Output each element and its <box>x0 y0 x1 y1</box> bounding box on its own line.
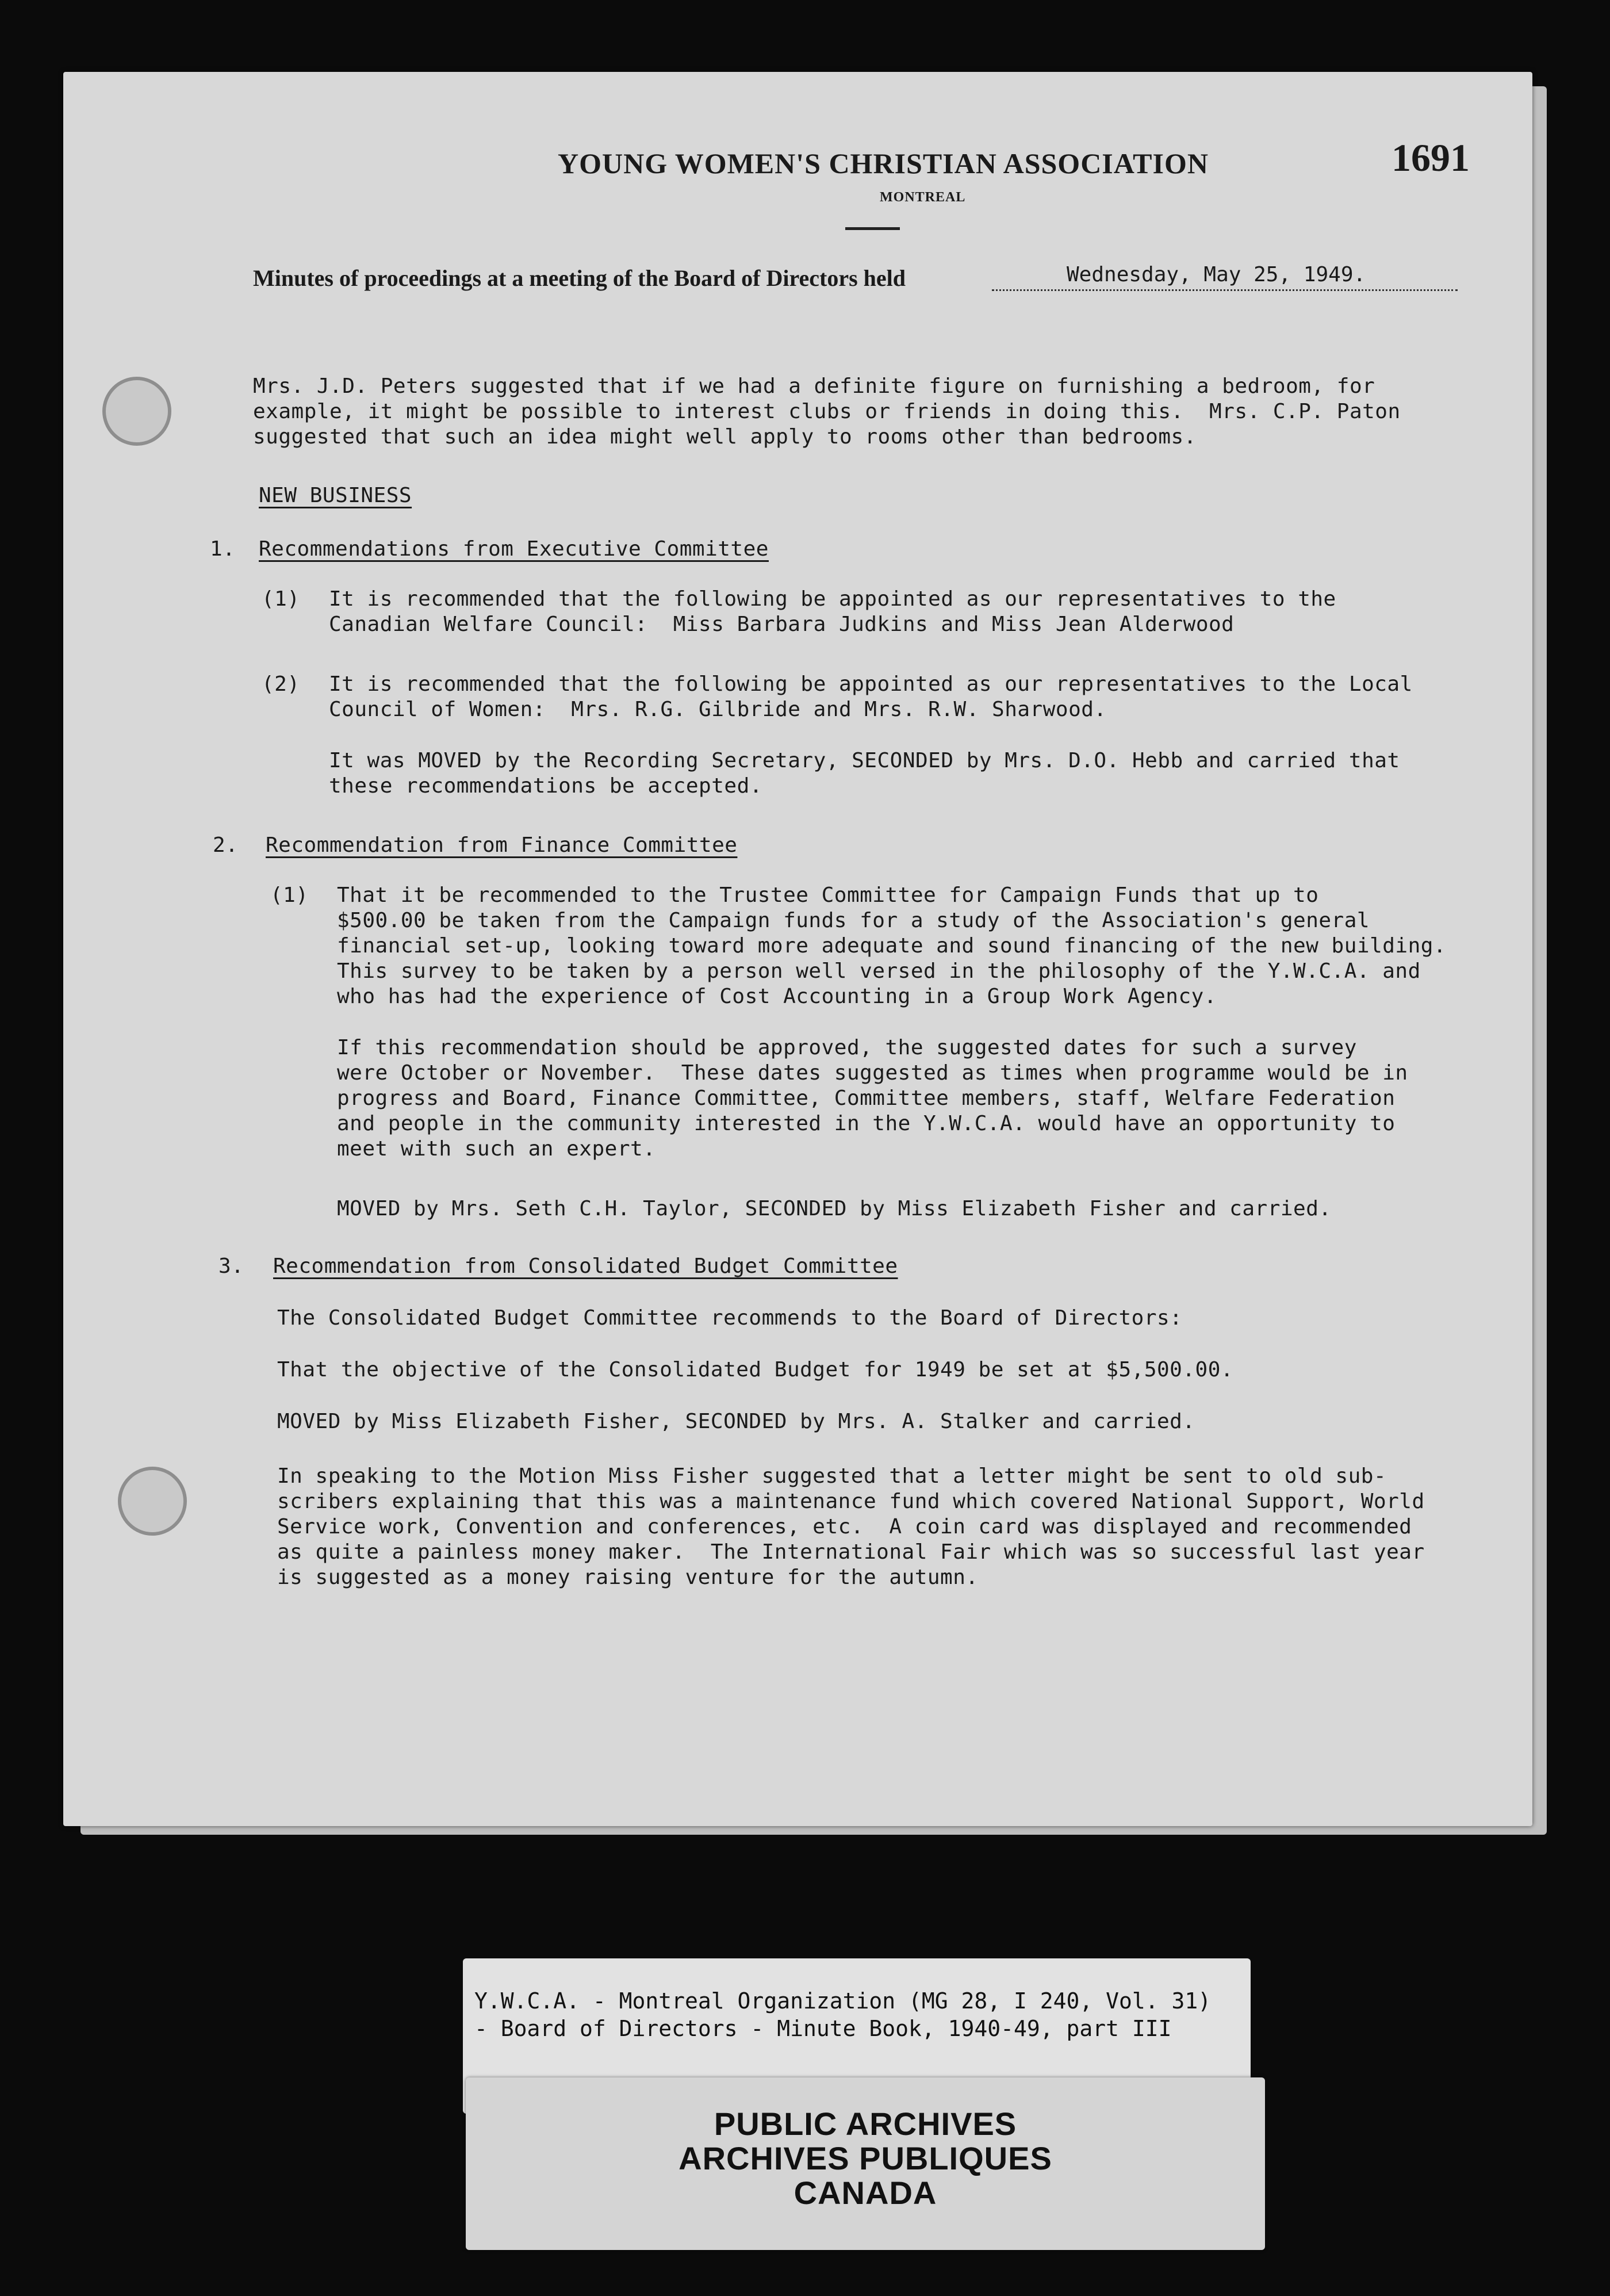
sub-item-number: (1) <box>262 587 300 611</box>
punch-hole-bottom <box>118 1467 187 1536</box>
minutes-dotted-line <box>992 289 1458 291</box>
item-text-line: progress and Board, Finance Committee, Committee members, staff, Welfare Federation <box>337 1086 1396 1110</box>
item-text-line: meet with such an expert. <box>337 1137 656 1161</box>
letterhead-city: MONTREAL <box>880 190 966 205</box>
archive-stamp-line: ARCHIVES PUBLIQUES <box>678 2140 1052 2176</box>
item-text-line: scribers explaining that this was a maintenance fund which covered National Support, World <box>277 1490 1425 1513</box>
item-text-line: is suggested as a money raising venture for the autumn. <box>277 1566 979 1589</box>
item-heading: Recommendation from Consolidated Budget Committee <box>273 1254 898 1278</box>
item-text-line: Council of Women: Mrs. R.G. Gilbride and Mrs. R.W. Sharwood. <box>329 698 1107 721</box>
new-business-heading: NEW BUSINESS <box>259 484 412 507</box>
archive-reference-line: Y.W.C.A. - Montreal Organization (MG 28, I 240, Vol. 31) <box>474 1988 1212 2014</box>
item-text-line: as quite a painless money maker. The International Fair which was so successful last year <box>277 1540 1425 1564</box>
item-text-line: and people in the community interested in the Y.W.C.A. would have an opportunity to <box>337 1112 1396 1135</box>
page-number: 1691 <box>1392 136 1470 179</box>
sub-item-number: (1) <box>270 883 309 907</box>
archive-stamp-line: CANADA <box>793 2175 937 2211</box>
item-text-line: In speaking to the Motion Miss Fisher suggested that a letter might be sent to old sub- <box>277 1464 1387 1488</box>
archive-stamp <box>466 2077 1265 2250</box>
intro-line: Mrs. J.D. Peters suggested that if we had a definite figure on furnishing a bedroom, for <box>253 374 1375 398</box>
item-text-line: Canadian Welfare Council: Miss Barbara Judkins and Miss Jean Alderwood <box>329 613 1235 636</box>
item-text-line: $500.00 be taken from the Campaign funds for a study of the Association's general <box>337 909 1370 932</box>
item-text-line: It is recommended that the following be appointed as our representatives to the Local <box>329 672 1413 696</box>
item-heading: Recommendations from Executive Committee <box>259 537 769 561</box>
motion-line: MOVED by Mrs. Seth C.H. Taylor, SECONDED by Miss Elizabeth Fisher and carried. <box>337 1197 1332 1220</box>
item-heading: Recommendation from Finance Committee <box>266 833 738 857</box>
item-text-line: That it be recommended to the Trustee Committee for Campaign Funds that up to <box>337 883 1319 907</box>
punch-hole-top <box>102 377 171 446</box>
item-text-line: It is recommended that the following be appointed as our representatives to the <box>329 587 1336 611</box>
sub-item-number: (2) <box>262 672 300 696</box>
minutes-page <box>63 72 1532 1826</box>
item-text-line: This survey to be taken by a person well versed in the philosophy of the Y.W.C.A. and <box>337 959 1421 983</box>
item-text-line: That the objective of the Consolidated Budget for 1949 be set at $5,500.00. <box>277 1358 1234 1382</box>
item-number: 1. <box>210 537 236 561</box>
item-text-line: financial set-up, looking toward more adequate and sound financing of the new building. <box>337 934 1447 958</box>
item-number: 3. <box>218 1254 244 1278</box>
motion-line: MOVED by Miss Elizabeth Fisher, SECONDED by Mrs. A. Stalker and carried. <box>277 1410 1195 1433</box>
minutes-heading: Minutes of proceedings at a meeting of the Board of Directors held <box>253 265 906 291</box>
letterhead-rule <box>845 227 900 230</box>
item-text-line: were October or November. These dates suggested as times when programme would be in <box>337 1061 1408 1085</box>
item-text-line: Service work, Convention and conferences, etc. A coin card was displayed and recommended <box>277 1515 1412 1539</box>
item-number: 2. <box>213 833 239 857</box>
motion-line: It was MOVED by the Recording Secretary, SECONDED by Mrs. D.O. Hebb and carried that <box>329 749 1400 772</box>
letterhead-organization: YOUNG WOMEN'S CHRISTIAN ASSOCIATION <box>558 147 1209 179</box>
archive-reference-line: - Board of Directors - Minute Book, 1940-49, part III <box>474 2016 1172 2041</box>
motion-line: these recommendations be accepted. <box>329 774 762 798</box>
intro-line: example, it might be possible to interest clubs or friends in doing this. Mrs. C.P. Paton <box>253 400 1401 423</box>
archive-stamp-line: PUBLIC ARCHIVES <box>714 2106 1017 2142</box>
meeting-date: Wednesday, May 25, 1949. <box>1067 263 1366 286</box>
item-text-line: If this recommendation should be approved, the suggested dates for such a survey <box>337 1036 1357 1059</box>
item-text-line: The Consolidated Budget Committee recommends to the Board of Directors: <box>277 1306 1183 1330</box>
intro-line: suggested that such an idea might well apply to rooms other than bedrooms. <box>253 425 1197 449</box>
item-text-line: who has had the experience of Cost Accounting in a Group Work Agency. <box>337 985 1217 1008</box>
